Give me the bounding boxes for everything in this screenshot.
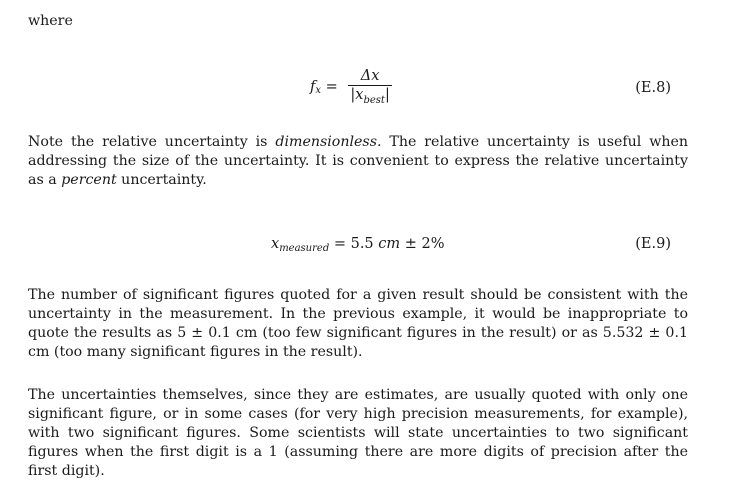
p1-text-a: Note the relative uncertainty is <box>28 134 276 150</box>
p1-emph-percent: percent <box>61 172 117 188</box>
eq9-lhs-sub: measured <box>279 242 330 254</box>
eq8-denominator <box>348 86 391 105</box>
eq9-unit: cm <box>378 236 401 252</box>
eq9-rhs-a: = 5.5 <box>329 236 379 252</box>
eq8-den-sub: best <box>363 95 385 106</box>
eq8-lhs-sub: x <box>315 85 322 96</box>
paragraph-uncertainty-digits: The uncertainties themselves, since they are estimates, are usually quoted with only one significant figure, or in some cases (for very high precision measurements, for example), with two significant figures. Some scientists will state uncertainties to two significant figures when the first digit is a 1 (assuming there are more digits of precision after the first digit). <box>28 387 688 479</box>
eq9-rhs-b: ± 2% <box>400 236 445 252</box>
p1-emph-dimensionless: dimensionless. <box>275 134 382 150</box>
equation-e8 <box>0 60 747 116</box>
equation-e9 <box>0 236 747 260</box>
eq8-lhs-var: f <box>310 78 316 95</box>
eq8-numerator: Δx <box>360 68 380 84</box>
equation-e9-body <box>271 236 445 252</box>
eq8-den-open: |x <box>350 87 364 103</box>
paragraph-significant-figures: The number of significant figures quoted for a given result should be consistent with the uncertainty in the measurement. In the previous example, it would be inappropriate to quote the results as 5 ± 0.1 cm (too few significant figures in the result) or as 5.532 ± 0.1 cm (too many significant figures in the result). <box>28 287 688 360</box>
eq8-fraction <box>348 68 391 105</box>
equation-number-e9: (E.9) <box>635 236 671 252</box>
equation-e8-body <box>310 68 392 105</box>
eq8-equals: = <box>321 78 343 95</box>
eq8-den-close: | <box>384 87 390 103</box>
paragraph-relative-uncertainty <box>28 133 688 190</box>
where-text: where <box>28 13 73 29</box>
p1-text-e: uncertainty. <box>116 172 207 188</box>
p1-text-c: The relative uncertainty is useful when addressing the size of the uncertainty. It is convenient to express the relative uncertainty as a <box>28 134 689 188</box>
eq9-lhs-var: x <box>271 236 280 252</box>
equation-number-e8: (E.8) <box>635 80 671 96</box>
